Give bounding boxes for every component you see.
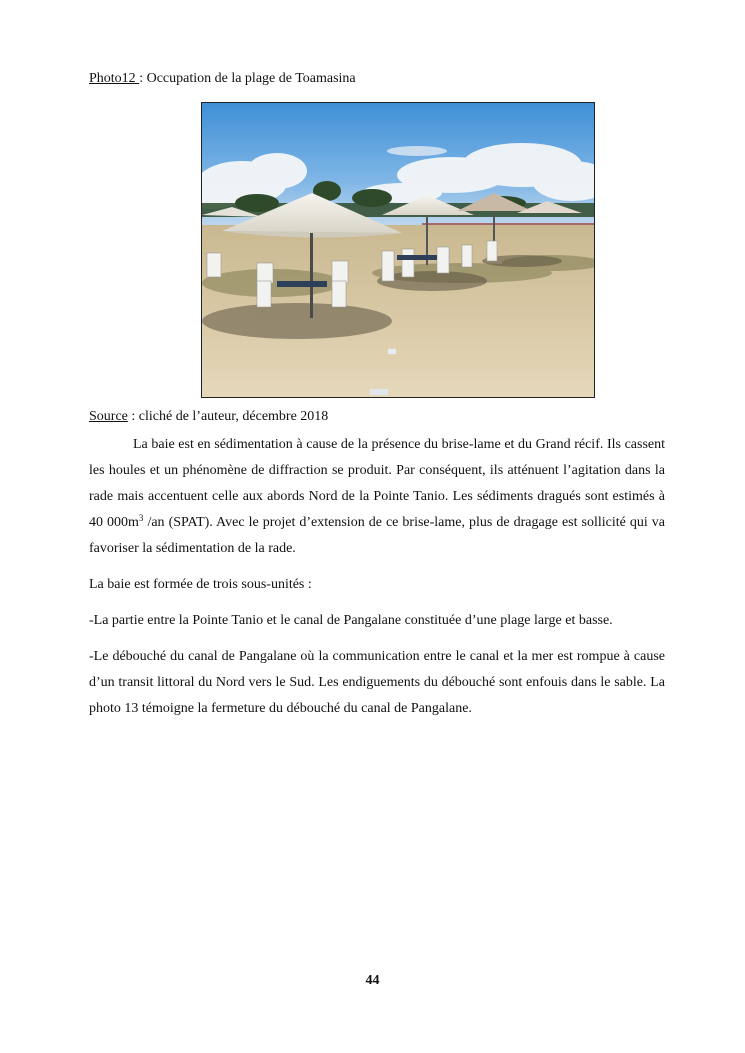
page-number: 44 xyxy=(365,973,380,988)
paragraph-sedimentation xyxy=(89,432,665,562)
photo-caption xyxy=(89,70,356,88)
photo-caption-label: Photo12 xyxy=(89,71,140,86)
beach-photo xyxy=(201,102,595,398)
source-label: Source xyxy=(89,409,128,424)
body-text xyxy=(89,432,665,722)
paragraph-sedimentation-part1: La baie est en sédimentation à cause de la présence du brise-lame et du Grand récif. Ils cassent les houles et un phénomène de diffraction se produit. Par conséquent, ils atténuent l’agitation dans la rade mais accentuent celle aux abords Nord de la Pointe Tanio. Les sédiments dragués sont estimés à 40 000m xyxy=(89,437,665,530)
paragraph-pangalane-outlet: -Le débouché du canal de Pangalane où la communication entre le canal et la mer est rompue à cause d’un transit littoral du Nord vers le Sud. Les endiguements du débouché sont enfouis dans le sable. La photo 13 témoigne la fermeture du débouché du canal de Pangalane. xyxy=(89,649,665,716)
paragraph-sub-units-intro: La baie est formée de trois sous-unités : xyxy=(89,577,312,592)
paragraph-sedimentation-part2: /an (SPAT). Avec le projet d’extension de ce brise-lame, plus de dragage est sollicité qui va favoriser la sédimentation de la rade. xyxy=(89,515,666,556)
paragraph-pointe-tanio: -La partie entre la Pointe Tanio et le canal de Pangalane constituée d’une plage large et basse. xyxy=(89,613,613,628)
superscript-3: 3 xyxy=(138,513,144,523)
source-text: : cliché de l’auteur, décembre 2018 xyxy=(127,409,329,424)
photo-caption-text: : Occupation de la plage de Toamasina xyxy=(139,71,356,86)
photo-source xyxy=(89,408,328,426)
